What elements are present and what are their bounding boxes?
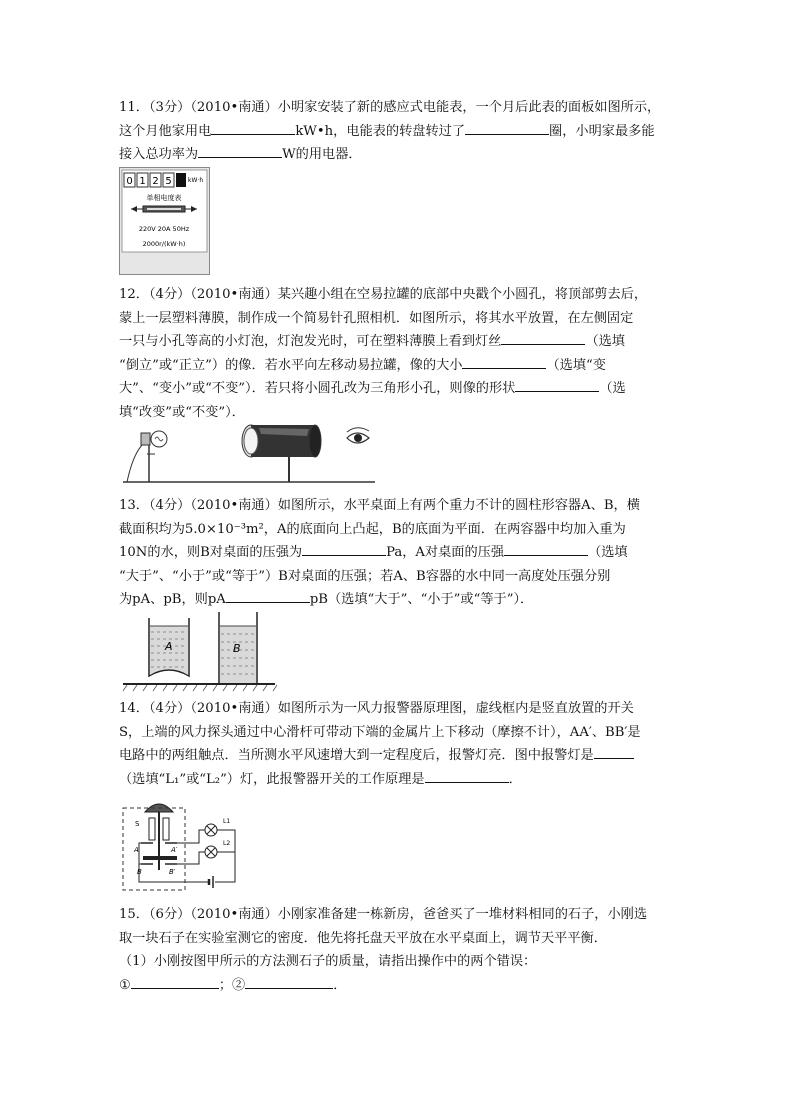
q14-line-2: S，上端的风力探头通过中心滑杆可带动下端的金属片上下移动（摩擦不计），AA′、BB′是 <box>119 724 641 740</box>
contact-b2-label: B′ <box>169 868 176 876</box>
q14-line-4: （选填“L₁”或“L₂”）灯，此报警器开关的工作原理是 ． <box>119 768 679 792</box>
question-14 <box>119 697 679 791</box>
contact-b-label: B <box>137 868 142 876</box>
q15-line-4: ① ；② ． <box>119 974 679 998</box>
q13-line-5: 为pA、pB，则pA pB（选填“大于”、“小于”或“等于”）． <box>119 588 679 612</box>
containers-figure <box>119 604 279 692</box>
switch-s-label: S <box>135 820 140 828</box>
q11-line-1: 11．（3分）（2010•南通）小明家安装了新的感应式电能表，一个月后此表的面板如图所示， <box>119 100 661 115</box>
q14-line-3: 电路中的两组触点．当所测水平风速增大到一定程度后，报警灯亮．图中报警灯是 <box>119 744 679 768</box>
meter-digit-2: 1 <box>139 176 146 187</box>
container-a-label: A <box>165 640 173 653</box>
q12-line-4: “倒立”或“正立”）的像．若水平向左移动易拉罐，像的大小 （选填“变 <box>119 354 679 378</box>
question-15 <box>119 903 679 997</box>
q12-line-6: 填“改变”或“不变”）． <box>119 404 245 420</box>
meter-rate: 2000r/(kW·h) <box>142 240 186 248</box>
contact-a2-label: A′ <box>171 846 178 854</box>
q12-line-3: 一只与小孔等高的小灯泡，灯泡发光时，可在塑料薄膜上看到灯丝 （选填 <box>119 330 679 354</box>
q15-line-1: 15．（6分）（2010•南通）小刚家准备建一栋新房，爸爸买了一堆材料相同的石子，小刚选 <box>119 907 648 922</box>
q13-line-2: 截面积均为5.0×10⁻³m²，A的底面向上凸起，B的底面为平面．在两容器中均加入重为 <box>119 521 626 537</box>
meter-digit-4: 5 <box>165 176 172 187</box>
q15-line-2: 取一块石子在实验室测它的密度．他先将托盘天平放在水平桌面上，调节天平平衡． <box>119 930 607 946</box>
q13-line-4: “大于”、“小于”或“等于”）B对桌面的压强；若A、B容器的水中同一高度处压强分别 <box>119 568 611 584</box>
wind-alarm-circuit-figure <box>119 790 244 892</box>
lamp-l1-label: L1 <box>223 818 231 825</box>
contact-a-label: A <box>134 846 139 854</box>
q12-line-5: 大”、“变小”或“不变”）．若只将小圆孔改为三角形小孔，则像的形状 （选 <box>119 377 679 401</box>
meter-unit: kW·h <box>188 177 204 184</box>
q13-line-3: 10N的水，则B对桌面的压强为 Pa，A对桌面的压强 （选填 <box>119 541 679 565</box>
q13-line-1: 13．（4分）（2010•南通）如图所示，水平桌面上有两个重力不计的圆柱形容器A、B，横 <box>119 498 640 513</box>
electric-meter-figure <box>119 167 210 275</box>
question-12 <box>119 283 679 425</box>
q15-line-3: （1）小刚按图甲所示的方法测石子的质量，请指出操作中的两个错误： <box>119 954 537 970</box>
container-b-label: B <box>233 642 241 655</box>
question-13 <box>119 494 679 612</box>
pinhole-camera-figure <box>119 414 379 486</box>
q12-line-1: 12．（4分）（2010•南通）某兴趣小组在空易拉罐的底部中央戳个小圆孔，将顶部剪去后， <box>119 287 648 302</box>
meter-name: 单相电度表 <box>146 194 182 202</box>
q12-line-2: 蒙上一层塑料薄膜，制作成一个简易针孔照相机．如图所示，将其水平放置，在左侧固定 <box>119 310 634 326</box>
meter-specs: 220V 20A 50Hz <box>138 225 190 233</box>
q11-line-2: 这个月他家用电 kW•h，电能表的转盘转过了 圈，小明家最多能 <box>119 120 679 144</box>
lamp-l2-label: L2 <box>223 840 231 847</box>
q11-line-3: 接入总功率为 W的用电器． <box>119 143 679 167</box>
question-11 <box>119 96 679 167</box>
q14-line-1: 14．（4分）（2010•南通）如图所示为一风力报警器原理图，虚线框内是竖直放置的开关 <box>119 701 634 716</box>
meter-digit-3: 2 <box>152 176 159 187</box>
meter-digit-1: 0 <box>126 176 133 187</box>
